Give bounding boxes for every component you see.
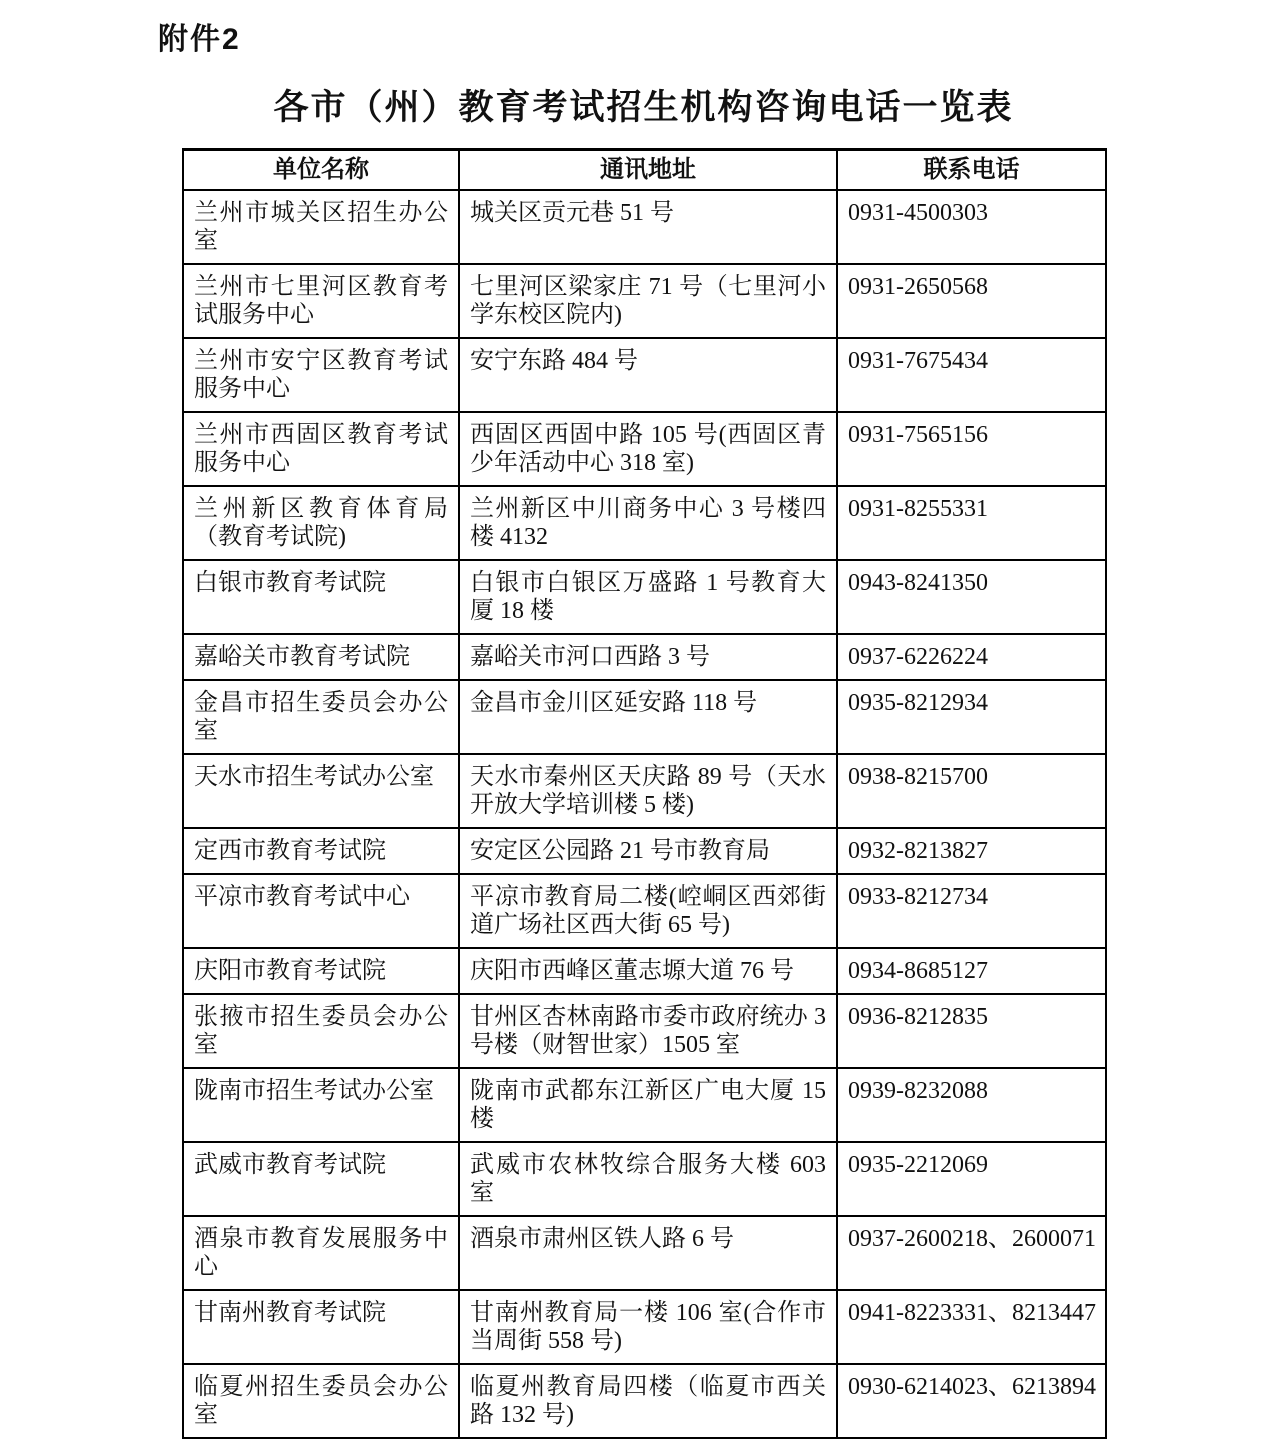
address-cell: 城关区贡元巷 51 号 (459, 190, 837, 264)
address-cell: 嘉峪关市河口西路 3 号 (459, 634, 837, 680)
address-cell: 天水市秦州区天庆路 89 号（天水开放大学培训楼 5 楼) (459, 754, 837, 828)
table-row (183, 874, 1106, 948)
address-cell: 酒泉市肃州区铁人路 6 号 (459, 1216, 837, 1290)
unit-name-cell: 陇南市招生考试办公室 (183, 1068, 459, 1142)
unit-name-cell: 兰州市安宁区教育考试服务中心 (183, 338, 459, 412)
unit-name-cell: 张掖市招生委员会办公室 (183, 994, 459, 1068)
phone-cell: 0931-2650568 (837, 264, 1106, 338)
table-row (183, 560, 1106, 634)
header-unit-name: 单位名称 (183, 150, 459, 191)
phone-cell: 0931-4500303 (837, 190, 1106, 264)
unit-name-cell: 庆阳市教育考试院 (183, 948, 459, 994)
attachment-label: 附件2 (158, 23, 241, 56)
unit-name-cell: 酒泉市教育发展服务中心 (183, 1216, 459, 1290)
table-row (183, 1364, 1106, 1438)
phone-cell: 0933-8212734 (837, 874, 1106, 948)
phone-cell: 0941-8223331、8213447 (837, 1290, 1106, 1364)
address-cell: 甘南州教育局一楼 106 室(合作市当周街 558 号) (459, 1290, 837, 1364)
unit-name-cell: 兰州市城关区招生办公室 (183, 190, 459, 264)
table-row (183, 190, 1106, 264)
table-row (183, 1068, 1106, 1142)
phone-cell: 0934-8685127 (837, 948, 1106, 994)
table-row (183, 680, 1106, 754)
address-cell: 兰州新区中川商务中心 3 号楼四楼 4132 (459, 486, 837, 560)
unit-name-cell: 武威市教育考试院 (183, 1142, 459, 1216)
table-row (183, 412, 1106, 486)
unit-name-cell: 兰州市西固区教育考试服务中心 (183, 412, 459, 486)
address-cell: 平凉市教育局二楼(崆峒区西郊街道广场社区西大街 65 号) (459, 874, 837, 948)
table-row (183, 1216, 1106, 1290)
table-row (183, 754, 1106, 828)
phone-cell: 0937-2600218、2600071 (837, 1216, 1106, 1290)
phone-cell: 0935-8212934 (837, 680, 1106, 754)
phone-cell: 0931-7565156 (837, 412, 1106, 486)
phone-cell: 0932-8213827 (837, 828, 1106, 874)
unit-name-cell: 兰州市七里河区教育考试服务中心 (183, 264, 459, 338)
table-row (183, 1290, 1106, 1364)
unit-name-cell: 临夏州招生委员会办公室 (183, 1364, 459, 1438)
unit-name-cell: 定西市教育考试院 (183, 828, 459, 874)
phone-cell: 0931-7675434 (837, 338, 1106, 412)
phone-cell: 0938-8215700 (837, 754, 1106, 828)
phone-cell: 0931-8255331 (837, 486, 1106, 560)
header-address: 通讯地址 (459, 150, 837, 191)
address-cell: 七里河区梁家庄 71 号（七里河小学东校区院内) (459, 264, 837, 338)
address-cell: 陇南市武都东江新区广电大厦 15 楼 (459, 1068, 837, 1142)
phone-cell: 0937-6226224 (837, 634, 1106, 680)
table-row (183, 338, 1106, 412)
unit-name-cell: 甘南州教育考试院 (183, 1290, 459, 1364)
table-row (183, 828, 1106, 874)
address-cell: 临夏州教育局四楼（临夏市西关路 132 号) (459, 1364, 837, 1438)
phone-cell: 0936-8212835 (837, 994, 1106, 1068)
address-cell: 安定区公园路 21 号市教育局 (459, 828, 837, 874)
unit-name-cell: 兰州新区教育体育局（教育考试院) (183, 486, 459, 560)
unit-name-cell: 嘉峪关市教育考试院 (183, 634, 459, 680)
address-cell: 甘州区杏林南路市委市政府统办 3 号楼（财智世家）1505 室 (459, 994, 837, 1068)
contact-table (182, 148, 1107, 1439)
header-phone: 联系电话 (837, 150, 1106, 191)
table-row (183, 1142, 1106, 1216)
table-header-row (183, 150, 1106, 191)
page-title: 各市（州）教育考试招生机构咨询电话一览表 (273, 88, 1014, 127)
table-body (183, 190, 1106, 1438)
unit-name-cell: 平凉市教育考试中心 (183, 874, 459, 948)
table-row (183, 486, 1106, 560)
phone-cell: 0939-8232088 (837, 1068, 1106, 1142)
address-cell: 金昌市金川区延安路 118 号 (459, 680, 837, 754)
table-row (183, 948, 1106, 994)
phone-cell: 0930-6214023、6213894 (837, 1364, 1106, 1438)
phone-cell: 0935-2212069 (837, 1142, 1106, 1216)
unit-name-cell: 天水市招生考试办公室 (183, 754, 459, 828)
unit-name-cell: 金昌市招生委员会办公室 (183, 680, 459, 754)
table-row (183, 994, 1106, 1068)
address-cell: 白银市白银区万盛路 1 号教育大厦 18 楼 (459, 560, 837, 634)
address-cell: 庆阳市西峰区董志塬大道 76 号 (459, 948, 837, 994)
table-row (183, 264, 1106, 338)
phone-cell: 0943-8241350 (837, 560, 1106, 634)
address-cell: 武威市农林牧综合服务大楼 603 室 (459, 1142, 837, 1216)
address-cell: 安宁东路 484 号 (459, 338, 837, 412)
unit-name-cell: 白银市教育考试院 (183, 560, 459, 634)
address-cell: 西固区西固中路 105 号(西固区青少年活动中心 318 室) (459, 412, 837, 486)
table-row (183, 634, 1106, 680)
